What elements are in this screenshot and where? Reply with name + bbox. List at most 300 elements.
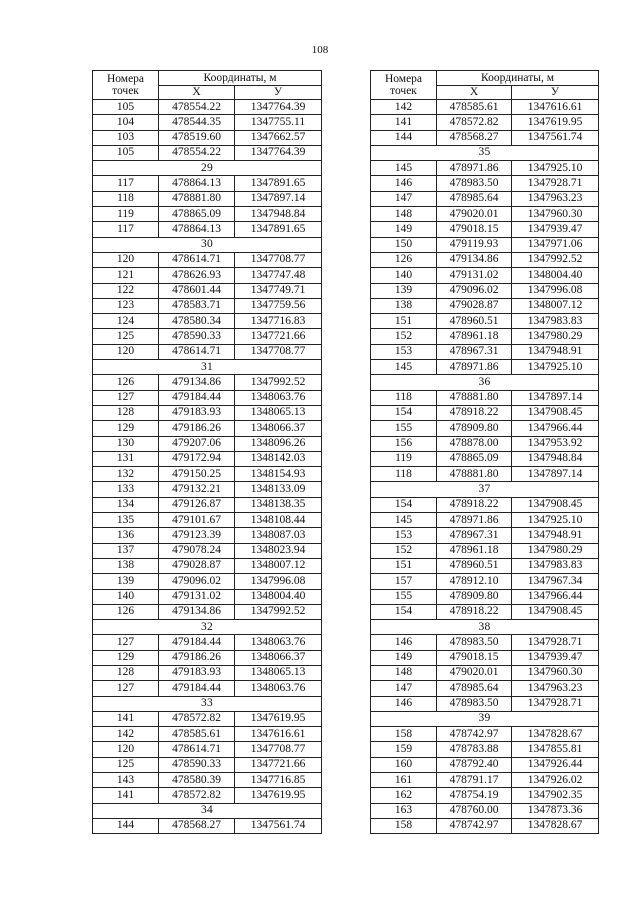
header-points-line1: Номера bbox=[384, 73, 423, 85]
point-number-cell: 163 bbox=[371, 803, 437, 818]
point-number-cell: 143 bbox=[93, 773, 159, 788]
x-coordinate-cell: 478742.97 bbox=[437, 818, 512, 833]
y-coordinate-cell: 1347708.77 bbox=[235, 344, 322, 359]
x-coordinate-cell: 478601.44 bbox=[159, 283, 235, 298]
point-number-cell: 154 bbox=[371, 497, 437, 512]
point-number-cell: 150 bbox=[371, 237, 437, 252]
table-row bbox=[371, 513, 599, 528]
x-coordinate-cell: 478572.82 bbox=[159, 788, 235, 803]
point-number-cell: 148 bbox=[371, 665, 437, 680]
y-coordinate-cell: 1347716.85 bbox=[235, 773, 322, 788]
point-number-cell: 133 bbox=[93, 482, 159, 497]
x-coordinate-cell: 478519.60 bbox=[159, 130, 235, 145]
point-number-cell: 149 bbox=[371, 222, 437, 237]
table-row bbox=[93, 757, 322, 772]
x-coordinate-cell: 478792.40 bbox=[437, 757, 512, 772]
table-row bbox=[93, 650, 322, 665]
point-number-cell: 162 bbox=[371, 788, 437, 803]
y-coordinate-cell: 1347925.10 bbox=[512, 513, 599, 528]
y-coordinate-cell: 1347828.67 bbox=[512, 727, 599, 742]
table-row bbox=[371, 589, 599, 604]
x-coordinate-cell: 478985.64 bbox=[437, 681, 512, 696]
x-coordinate-cell: 479184.44 bbox=[159, 390, 235, 405]
point-number-cell: 105 bbox=[93, 145, 159, 160]
group-number: 36 bbox=[371, 375, 599, 390]
table-row bbox=[93, 543, 322, 558]
y-coordinate-cell: 1347963.23 bbox=[512, 191, 599, 206]
point-number-cell: 121 bbox=[93, 268, 159, 283]
table-row bbox=[93, 788, 322, 803]
y-coordinate-cell: 1347619.95 bbox=[512, 115, 599, 130]
header-y: У bbox=[512, 85, 599, 100]
table-row bbox=[93, 298, 322, 313]
x-coordinate-cell: 479018.15 bbox=[437, 222, 512, 237]
y-coordinate-cell: 1348142.03 bbox=[235, 451, 322, 466]
point-number-cell: 136 bbox=[93, 528, 159, 543]
y-coordinate-cell: 1347747.48 bbox=[235, 268, 322, 283]
point-number-cell: 160 bbox=[371, 757, 437, 772]
point-number-cell: 127 bbox=[93, 635, 159, 650]
table-row bbox=[371, 161, 599, 176]
point-number-cell: 138 bbox=[371, 298, 437, 313]
y-coordinate-cell: 1347939.47 bbox=[512, 222, 599, 237]
x-coordinate-cell: 478568.27 bbox=[159, 818, 235, 833]
y-coordinate-cell: 1347948.84 bbox=[235, 207, 322, 222]
x-coordinate-cell: 479131.02 bbox=[437, 268, 512, 283]
point-number-cell: 127 bbox=[93, 681, 159, 696]
x-coordinate-cell: 478918.22 bbox=[437, 497, 512, 512]
table-row bbox=[371, 329, 599, 344]
point-number-cell: 124 bbox=[93, 314, 159, 329]
table-row bbox=[93, 711, 322, 726]
point-number-cell: 142 bbox=[93, 727, 159, 742]
y-coordinate-cell: 1348108.44 bbox=[235, 513, 322, 528]
table-row bbox=[93, 115, 322, 130]
y-coordinate-cell: 1348063.76 bbox=[235, 390, 322, 405]
x-coordinate-cell: 479028.87 bbox=[437, 298, 512, 313]
x-coordinate-cell: 479186.26 bbox=[159, 421, 235, 436]
x-coordinate-cell: 478585.61 bbox=[437, 100, 512, 115]
header-points bbox=[93, 71, 159, 100]
group-row bbox=[93, 161, 322, 176]
y-coordinate-cell: 1347953.92 bbox=[512, 436, 599, 451]
table-row bbox=[371, 237, 599, 252]
x-coordinate-cell: 479020.01 bbox=[437, 207, 512, 222]
table-row bbox=[93, 513, 322, 528]
table-row bbox=[371, 314, 599, 329]
y-coordinate-cell: 1347960.30 bbox=[512, 665, 599, 680]
table-row bbox=[93, 589, 322, 604]
table-row bbox=[371, 115, 599, 130]
group-number: 34 bbox=[93, 803, 322, 818]
table-row bbox=[93, 574, 322, 589]
table-body-right bbox=[371, 100, 599, 834]
table-row bbox=[371, 360, 599, 375]
point-number-cell: 127 bbox=[93, 390, 159, 405]
group-row bbox=[371, 375, 599, 390]
y-coordinate-cell: 1348007.12 bbox=[235, 558, 322, 573]
y-coordinate-cell: 1347960.30 bbox=[512, 207, 599, 222]
y-coordinate-cell: 1347980.29 bbox=[512, 329, 599, 344]
table-row bbox=[371, 681, 599, 696]
header-coordinates: Координаты, м bbox=[159, 71, 322, 86]
point-number-cell: 158 bbox=[371, 727, 437, 742]
point-number-cell: 144 bbox=[93, 818, 159, 833]
table-row bbox=[93, 635, 322, 650]
group-number: 29 bbox=[93, 161, 322, 176]
y-coordinate-cell: 1347902.35 bbox=[512, 788, 599, 803]
coordinates-table-right bbox=[370, 70, 599, 834]
table-row bbox=[93, 252, 322, 267]
table-row bbox=[371, 757, 599, 772]
x-coordinate-cell: 478544.35 bbox=[159, 115, 235, 130]
point-number-cell: 122 bbox=[93, 283, 159, 298]
point-number-cell: 149 bbox=[371, 650, 437, 665]
point-number-cell: 158 bbox=[371, 818, 437, 833]
y-coordinate-cell: 1347749.71 bbox=[235, 283, 322, 298]
x-coordinate-cell: 478912.10 bbox=[437, 574, 512, 589]
table-row bbox=[371, 405, 599, 420]
point-number-cell: 118 bbox=[371, 390, 437, 405]
point-number-cell: 139 bbox=[371, 283, 437, 298]
x-coordinate-cell: 478572.82 bbox=[437, 115, 512, 130]
point-number-cell: 131 bbox=[93, 451, 159, 466]
table-row bbox=[371, 421, 599, 436]
x-coordinate-cell: 478967.31 bbox=[437, 344, 512, 359]
x-coordinate-cell: 478580.39 bbox=[159, 773, 235, 788]
x-coordinate-cell: 479028.87 bbox=[159, 558, 235, 573]
point-number-cell: 159 bbox=[371, 742, 437, 757]
point-number-cell: 151 bbox=[371, 558, 437, 573]
x-coordinate-cell: 478583.71 bbox=[159, 298, 235, 313]
y-coordinate-cell: 1348096.26 bbox=[235, 436, 322, 451]
point-number-cell: 129 bbox=[93, 650, 159, 665]
x-coordinate-cell: 478983.50 bbox=[437, 696, 512, 711]
table-row bbox=[371, 727, 599, 742]
point-number-cell: 119 bbox=[371, 451, 437, 466]
y-coordinate-cell: 1347873.36 bbox=[512, 803, 599, 818]
point-number-cell: 129 bbox=[93, 421, 159, 436]
table-row bbox=[93, 681, 322, 696]
table-row bbox=[371, 451, 599, 466]
point-number-cell: 141 bbox=[371, 115, 437, 130]
x-coordinate-cell: 479101.67 bbox=[159, 513, 235, 528]
y-coordinate-cell: 1347721.66 bbox=[235, 757, 322, 772]
table-row bbox=[93, 742, 322, 757]
table-row bbox=[93, 467, 322, 482]
x-coordinate-cell: 478960.51 bbox=[437, 314, 512, 329]
table-row bbox=[371, 207, 599, 222]
group-row bbox=[93, 237, 322, 252]
table-row bbox=[93, 528, 322, 543]
point-number-cell: 137 bbox=[93, 543, 159, 558]
point-number-cell: 156 bbox=[371, 436, 437, 451]
x-coordinate-cell: 478881.80 bbox=[159, 191, 235, 206]
table-row bbox=[371, 222, 599, 237]
y-coordinate-cell: 1347619.95 bbox=[235, 711, 322, 726]
table-row bbox=[93, 773, 322, 788]
table-row bbox=[371, 191, 599, 206]
x-coordinate-cell: 478881.80 bbox=[437, 467, 512, 482]
x-coordinate-cell: 478961.18 bbox=[437, 543, 512, 558]
y-coordinate-cell: 1347939.47 bbox=[512, 650, 599, 665]
table-row bbox=[371, 543, 599, 558]
y-coordinate-cell: 1347967.34 bbox=[512, 574, 599, 589]
x-coordinate-cell: 479096.02 bbox=[159, 574, 235, 589]
table-row bbox=[371, 467, 599, 482]
y-coordinate-cell: 1347992.52 bbox=[235, 604, 322, 619]
y-coordinate-cell: 1348087.03 bbox=[235, 528, 322, 543]
table-row bbox=[93, 222, 322, 237]
group-number: 39 bbox=[371, 711, 599, 726]
x-coordinate-cell: 478971.86 bbox=[437, 161, 512, 176]
group-number: 35 bbox=[371, 145, 599, 160]
x-coordinate-cell: 478614.71 bbox=[159, 344, 235, 359]
y-coordinate-cell: 1347992.52 bbox=[235, 375, 322, 390]
point-number-cell: 147 bbox=[371, 191, 437, 206]
y-coordinate-cell: 1347971.06 bbox=[512, 237, 599, 252]
x-coordinate-cell: 479078.24 bbox=[159, 543, 235, 558]
table-row bbox=[371, 252, 599, 267]
table-row bbox=[371, 344, 599, 359]
y-coordinate-cell: 1347764.39 bbox=[235, 145, 322, 160]
y-coordinate-cell: 1347966.44 bbox=[512, 589, 599, 604]
x-coordinate-cell: 478614.71 bbox=[159, 252, 235, 267]
y-coordinate-cell: 1347980.29 bbox=[512, 543, 599, 558]
table-row bbox=[93, 727, 322, 742]
y-coordinate-cell: 1347948.91 bbox=[512, 344, 599, 359]
point-number-cell: 134 bbox=[93, 497, 159, 512]
page-number: 108 bbox=[311, 44, 329, 56]
table-row bbox=[371, 436, 599, 451]
table-row bbox=[93, 818, 322, 833]
point-number-cell: 142 bbox=[371, 100, 437, 115]
x-coordinate-cell: 479150.25 bbox=[159, 467, 235, 482]
table-row bbox=[371, 635, 599, 650]
x-coordinate-cell: 479184.44 bbox=[159, 681, 235, 696]
y-coordinate-cell: 1347897.14 bbox=[512, 390, 599, 405]
point-number-cell: 155 bbox=[371, 589, 437, 604]
y-coordinate-cell: 1347996.08 bbox=[235, 574, 322, 589]
point-number-cell: 145 bbox=[371, 161, 437, 176]
point-number-cell: 104 bbox=[93, 115, 159, 130]
table-row bbox=[371, 604, 599, 619]
table-row bbox=[371, 100, 599, 115]
table-row bbox=[93, 482, 322, 497]
point-number-cell: 146 bbox=[371, 176, 437, 191]
x-coordinate-cell: 478961.18 bbox=[437, 329, 512, 344]
table-row bbox=[93, 100, 322, 115]
y-coordinate-cell: 1348004.40 bbox=[512, 268, 599, 283]
y-coordinate-cell: 1347925.10 bbox=[512, 360, 599, 375]
group-row bbox=[371, 145, 599, 160]
x-coordinate-cell: 478626.93 bbox=[159, 268, 235, 283]
point-number-cell: 123 bbox=[93, 298, 159, 313]
x-coordinate-cell: 479186.26 bbox=[159, 650, 235, 665]
table-row bbox=[93, 176, 322, 191]
y-coordinate-cell: 1347928.71 bbox=[512, 696, 599, 711]
y-coordinate-cell: 1347891.65 bbox=[235, 176, 322, 191]
y-coordinate-cell: 1347855.81 bbox=[512, 742, 599, 757]
point-number-cell: 105 bbox=[93, 100, 159, 115]
table-row bbox=[93, 268, 322, 283]
x-coordinate-cell: 478742.97 bbox=[437, 727, 512, 742]
group-number: 37 bbox=[371, 482, 599, 497]
point-number-cell: 153 bbox=[371, 344, 437, 359]
point-number-cell: 152 bbox=[371, 543, 437, 558]
y-coordinate-cell: 1347983.83 bbox=[512, 558, 599, 573]
group-row bbox=[371, 620, 599, 635]
y-coordinate-cell: 1347708.77 bbox=[235, 742, 322, 757]
point-number-cell: 153 bbox=[371, 528, 437, 543]
header-points bbox=[371, 71, 437, 100]
y-coordinate-cell: 1347926.02 bbox=[512, 773, 599, 788]
x-coordinate-cell: 479184.44 bbox=[159, 635, 235, 650]
table-row bbox=[371, 298, 599, 313]
x-coordinate-cell: 478554.22 bbox=[159, 145, 235, 160]
y-coordinate-cell: 1347759.56 bbox=[235, 298, 322, 313]
point-number-cell: 148 bbox=[371, 207, 437, 222]
table-row bbox=[93, 130, 322, 145]
y-coordinate-cell: 1347616.61 bbox=[512, 100, 599, 115]
point-number-cell: 117 bbox=[93, 222, 159, 237]
table-row bbox=[371, 176, 599, 191]
table-row bbox=[93, 283, 322, 298]
y-coordinate-cell: 1347662.57 bbox=[235, 130, 322, 145]
y-coordinate-cell: 1347926.44 bbox=[512, 757, 599, 772]
group-row bbox=[93, 360, 322, 375]
table-row bbox=[93, 421, 322, 436]
point-number-cell: 146 bbox=[371, 696, 437, 711]
point-number-cell: 154 bbox=[371, 604, 437, 619]
point-number-cell: 154 bbox=[371, 405, 437, 420]
group-number: 31 bbox=[93, 360, 322, 375]
x-coordinate-cell: 478960.51 bbox=[437, 558, 512, 573]
y-coordinate-cell: 1347948.91 bbox=[512, 528, 599, 543]
x-coordinate-cell: 478760.00 bbox=[437, 803, 512, 818]
x-coordinate-cell: 479096.02 bbox=[437, 283, 512, 298]
x-coordinate-cell: 479126.87 bbox=[159, 497, 235, 512]
table-row bbox=[371, 558, 599, 573]
y-coordinate-cell: 1347928.71 bbox=[512, 635, 599, 650]
point-number-cell: 145 bbox=[371, 360, 437, 375]
point-number-cell: 128 bbox=[93, 665, 159, 680]
table-row bbox=[371, 390, 599, 405]
header-coordinates: Координаты, м bbox=[437, 71, 599, 86]
x-coordinate-cell: 478909.80 bbox=[437, 421, 512, 436]
point-number-cell: 125 bbox=[93, 329, 159, 344]
y-coordinate-cell: 1347897.14 bbox=[512, 467, 599, 482]
group-row bbox=[93, 696, 322, 711]
point-number-cell: 146 bbox=[371, 635, 437, 650]
y-coordinate-cell: 1348063.76 bbox=[235, 635, 322, 650]
header-points-line2: точек bbox=[112, 85, 139, 97]
x-coordinate-cell: 478580.34 bbox=[159, 314, 235, 329]
header-points-line2: точек bbox=[390, 85, 417, 97]
header-x: X bbox=[159, 85, 235, 100]
x-coordinate-cell: 478985.64 bbox=[437, 191, 512, 206]
x-coordinate-cell: 478864.13 bbox=[159, 222, 235, 237]
point-number-cell: 155 bbox=[371, 421, 437, 436]
x-coordinate-cell: 478983.50 bbox=[437, 176, 512, 191]
y-coordinate-cell: 1348023.94 bbox=[235, 543, 322, 558]
group-number: 33 bbox=[93, 696, 322, 711]
point-number-cell: 118 bbox=[93, 191, 159, 206]
y-coordinate-cell: 1347828.67 bbox=[512, 818, 599, 833]
x-coordinate-cell: 478572.82 bbox=[159, 711, 235, 726]
table-row bbox=[371, 650, 599, 665]
x-coordinate-cell: 478971.86 bbox=[437, 360, 512, 375]
y-coordinate-cell: 1348138.35 bbox=[235, 497, 322, 512]
header-y: У bbox=[235, 85, 322, 100]
y-coordinate-cell: 1347616.61 bbox=[235, 727, 322, 742]
point-number-cell: 120 bbox=[93, 344, 159, 359]
point-number-cell: 126 bbox=[93, 604, 159, 619]
point-number-cell: 157 bbox=[371, 574, 437, 589]
y-coordinate-cell: 1347963.23 bbox=[512, 681, 599, 696]
table-body-left bbox=[93, 100, 322, 834]
point-number-cell: 120 bbox=[93, 252, 159, 267]
y-coordinate-cell: 1347948.84 bbox=[512, 451, 599, 466]
x-coordinate-cell: 478878.00 bbox=[437, 436, 512, 451]
x-coordinate-cell: 478865.09 bbox=[159, 207, 235, 222]
y-coordinate-cell: 1347992.52 bbox=[512, 252, 599, 267]
y-coordinate-cell: 1348133.09 bbox=[235, 482, 322, 497]
x-coordinate-cell: 479123.39 bbox=[159, 528, 235, 543]
point-number-cell: 117 bbox=[93, 176, 159, 191]
point-number-cell: 140 bbox=[93, 589, 159, 604]
table-row bbox=[371, 528, 599, 543]
point-number-cell: 125 bbox=[93, 757, 159, 772]
x-coordinate-cell: 479134.86 bbox=[437, 252, 512, 267]
y-coordinate-cell: 1348063.76 bbox=[235, 681, 322, 696]
group-row bbox=[93, 620, 322, 635]
y-coordinate-cell: 1347908.45 bbox=[512, 604, 599, 619]
point-number-cell: 147 bbox=[371, 681, 437, 696]
y-coordinate-cell: 1347716.83 bbox=[235, 314, 322, 329]
table-row bbox=[93, 558, 322, 573]
x-coordinate-cell: 478983.50 bbox=[437, 635, 512, 650]
point-number-cell: 144 bbox=[371, 130, 437, 145]
y-coordinate-cell: 1347708.77 bbox=[235, 252, 322, 267]
x-coordinate-cell: 479183.93 bbox=[159, 665, 235, 680]
point-number-cell: 139 bbox=[93, 574, 159, 589]
y-coordinate-cell: 1347925.10 bbox=[512, 161, 599, 176]
y-coordinate-cell: 1347897.14 bbox=[235, 191, 322, 206]
x-coordinate-cell: 479183.93 bbox=[159, 405, 235, 420]
y-coordinate-cell: 1348004.40 bbox=[235, 589, 322, 604]
table-row bbox=[371, 773, 599, 788]
x-coordinate-cell: 478909.80 bbox=[437, 589, 512, 604]
x-coordinate-cell: 479172.94 bbox=[159, 451, 235, 466]
table-row bbox=[93, 497, 322, 512]
x-coordinate-cell: 479131.02 bbox=[159, 589, 235, 604]
y-coordinate-cell: 1347721.66 bbox=[235, 329, 322, 344]
y-coordinate-cell: 1347908.45 bbox=[512, 405, 599, 420]
table-row bbox=[371, 788, 599, 803]
point-number-cell: 132 bbox=[93, 467, 159, 482]
point-number-cell: 130 bbox=[93, 436, 159, 451]
group-number: 38 bbox=[371, 620, 599, 635]
point-number-cell: 118 bbox=[371, 467, 437, 482]
y-coordinate-cell: 1347891.65 bbox=[235, 222, 322, 237]
group-number: 30 bbox=[93, 237, 322, 252]
table-row bbox=[371, 696, 599, 711]
table-row bbox=[371, 268, 599, 283]
table-row bbox=[93, 314, 322, 329]
table-row bbox=[371, 574, 599, 589]
table-row bbox=[93, 665, 322, 680]
